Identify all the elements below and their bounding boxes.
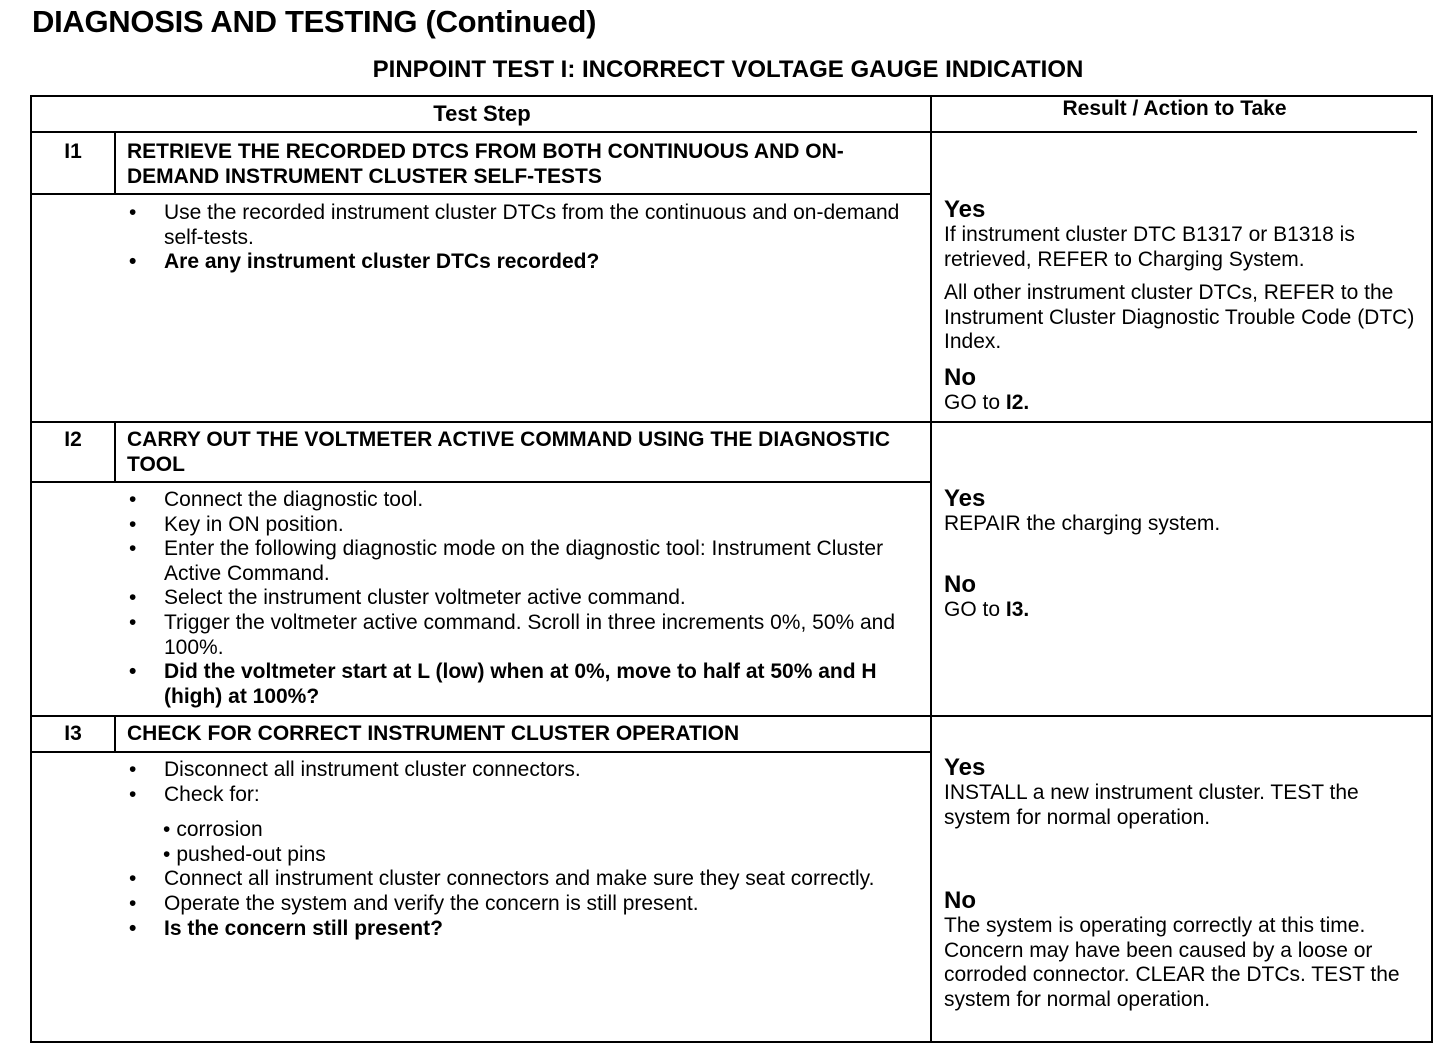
yes-label: Yes xyxy=(944,485,986,512)
id-divider xyxy=(114,717,116,753)
result-i2 xyxy=(944,486,1429,622)
sub-list-item: • corrosion xyxy=(163,818,263,842)
row-divider xyxy=(32,421,1431,423)
result-text: REPAIR the charging system. xyxy=(944,512,1221,535)
step-title-i3: CHECK FOR CORRECT INSTRUMENT CLUSTER OPERATION xyxy=(127,722,740,745)
step-id-i1: I1 xyxy=(64,140,82,163)
list-item: • Did the voltmeter start at L (low) when at 0%, move to half at 50% and H (high) at 100%? xyxy=(127,660,927,709)
goto-target: I3. xyxy=(1005,597,1030,621)
id-divider xyxy=(114,423,116,483)
no-label: No xyxy=(944,887,976,915)
list-item: • Key in ON position. xyxy=(127,513,927,538)
list-item: • Connect all instrument cluster connectors and make sure they seat correctly. xyxy=(127,867,927,892)
step-title-i2: CARRY OUT THE VOLTMETER ACTIVE COMMAND USING THE DIAGNOSTIC TOOL xyxy=(127,428,891,476)
sub-list-item: • pushed-out pins xyxy=(163,842,326,866)
step-bullets-i3 xyxy=(127,758,927,941)
list-item: • Check for: xyxy=(127,783,927,808)
result-text xyxy=(944,391,1429,416)
result-text: If instrument cluster DTC B1317 or B1318 is retrieved, REFER to Charging System. xyxy=(944,223,1355,271)
step-bullets-i2 xyxy=(127,488,927,709)
list-item: • Disconnect all instrument cluster connectors. xyxy=(127,758,927,783)
list-item: • Enter the following diagnostic mode on the diagnostic tool: Instrument Cluster Active Command. xyxy=(127,537,927,586)
result-text xyxy=(944,598,1429,623)
title-divider xyxy=(32,193,930,195)
list-item: • Connect the diagnostic tool. xyxy=(127,488,927,513)
title-divider xyxy=(32,751,930,753)
id-divider xyxy=(114,133,116,195)
step-id-i3: I3 xyxy=(64,722,82,745)
column-divider xyxy=(930,97,932,1041)
list-item: • Is the concern still present? xyxy=(127,917,927,942)
pinpoint-test-table xyxy=(30,95,1433,1043)
row-divider xyxy=(32,715,1431,717)
yes-label: Yes xyxy=(944,196,986,223)
list-item: • Are any instrument cluster DTCs recorded? xyxy=(127,250,927,275)
result-text: The system is operating correctly at this time. Concern may have been caused by a loose or corroded connector. CLEAR the DTCs. TEST the system for normal operation. xyxy=(944,914,1400,1011)
page-title: DIAGNOSIS AND TESTING (Continued) xyxy=(32,4,597,39)
result-i3 xyxy=(944,755,1429,1013)
goto-target: I2. xyxy=(1005,390,1030,414)
result-text: INSTALL a new instrument cluster. TEST the system for normal operation. xyxy=(944,781,1359,829)
step-bullets-i1 xyxy=(127,201,927,275)
header-result: Result / Action to Take xyxy=(932,97,1417,133)
step-id-i2: I2 xyxy=(64,428,82,451)
no-label: No xyxy=(944,570,976,598)
result-i1 xyxy=(944,197,1429,416)
sub-item-text: pushed-out pins xyxy=(176,842,326,866)
no-label: No xyxy=(944,363,976,391)
title-divider xyxy=(32,481,930,483)
sub-item-text: corrosion xyxy=(176,818,263,842)
header-test-step: Test Step xyxy=(32,97,932,133)
goto-text: GO to xyxy=(944,390,1006,414)
table-title: PINPOINT TEST I: INCORRECT VOLTAGE GAUGE INDICATION xyxy=(372,56,1084,83)
list-item: • Use the recorded instrument cluster DTCs from the continuous and on-demand self-tests. xyxy=(127,201,927,250)
list-item: • Select the instrument cluster voltmeter active command. xyxy=(127,586,927,611)
list-item: • Trigger the voltmeter active command. Scroll in three increments 0%, 50% and 100%. xyxy=(127,611,927,660)
goto-text: GO to xyxy=(944,597,1006,621)
yes-label: Yes xyxy=(944,754,986,781)
result-text: All other instrument cluster DTCs, REFER to the Instrument Cluster Diagnostic Trouble Code (DTC) Index. xyxy=(944,281,1415,354)
step-title-i1: RETRIEVE THE RECORDED DTCS FROM BOTH CONTINUOUS AND ON-DEMAND INSTRUMENT CLUSTER SELF-TESTS xyxy=(127,140,844,188)
list-item: • Operate the system and verify the concern is still present. xyxy=(127,892,927,917)
